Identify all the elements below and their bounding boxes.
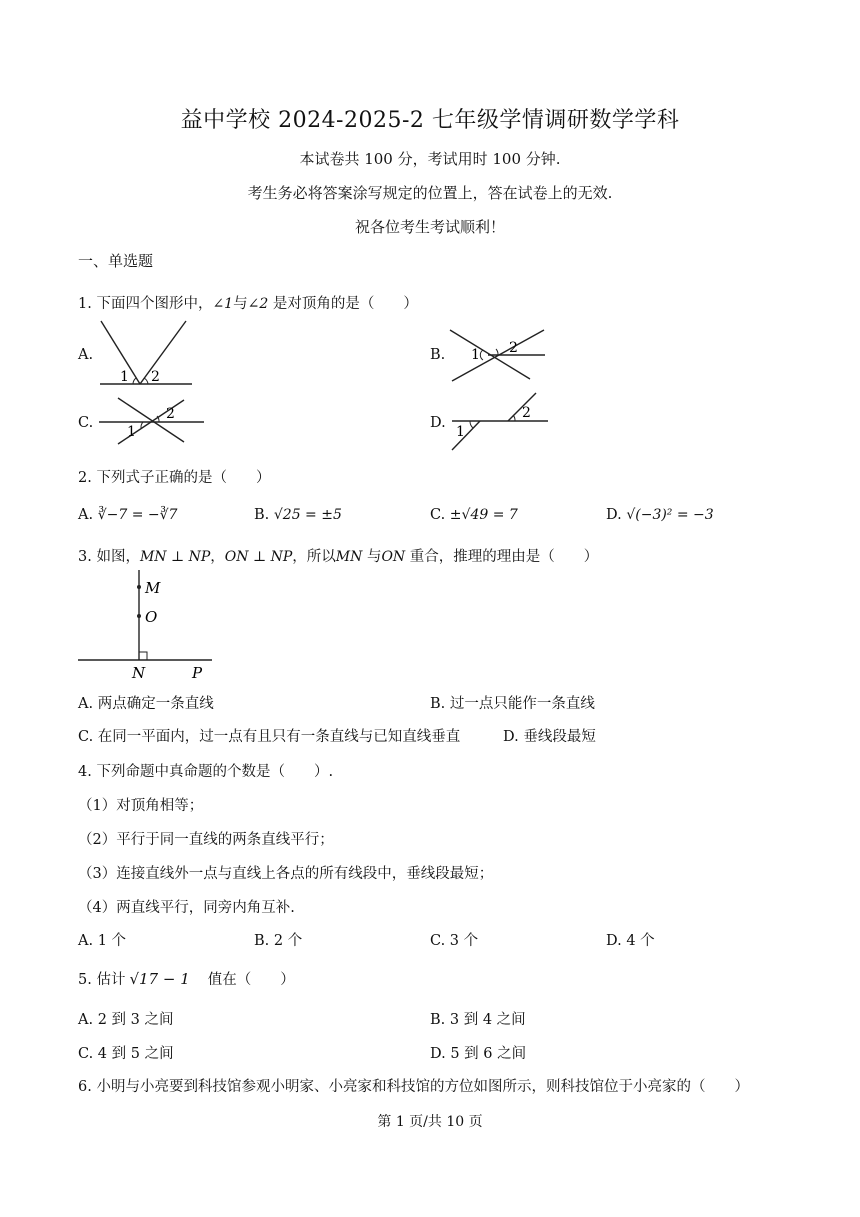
q3-mid: ，所以 xyxy=(292,549,336,565)
q4-stem: 4. 下列命题中真命题的个数是（ ）. xyxy=(78,764,334,780)
q3-suffix: 重合，推理的理由是（ ） xyxy=(405,549,599,565)
page-footer: 第 1 页/共 10 页 xyxy=(377,1114,483,1130)
q1-angle1: ∠1 xyxy=(212,296,234,312)
q5-expr: √17 − 1 xyxy=(129,970,190,988)
q3-option-c: C. 在同一平面内，过一点有且只有一条直线与已知直线垂直 xyxy=(78,729,461,745)
q3-point-o: O xyxy=(145,608,158,626)
q4-option-a: A. 1 个 xyxy=(78,933,127,949)
q1-stem xyxy=(78,292,418,313)
q1-option-a-letter: A. xyxy=(78,347,94,363)
q3-option-d: D. 垂线段最短 xyxy=(503,729,596,745)
q3-prefix: 3. 如图， xyxy=(78,549,140,565)
q2-option-a xyxy=(78,507,177,523)
q1d-label-1: 1 xyxy=(456,424,465,440)
q2-stem: 2. 下列式子正确的是（ ） xyxy=(78,470,271,486)
q1b-label-2: 2 xyxy=(509,340,518,356)
q4-item-4: （4）两直线平行，同旁内角互补. xyxy=(78,900,295,916)
q1d-label-2: 2 xyxy=(522,405,531,421)
q2-option-b xyxy=(254,507,342,523)
q1a-label-2: 2 xyxy=(151,369,160,385)
q5-option-a: A. 2 到 3 之间 xyxy=(78,1012,174,1028)
q3-figure xyxy=(76,566,216,684)
q1-figure-a xyxy=(96,318,196,390)
exam-note-answer: 考生务必将答案涂写规定的位置上，答在试卷上的无效. xyxy=(247,184,613,202)
q3-option-b: B. 过一点只能作一条直线 xyxy=(430,696,595,712)
q5-option-b: B. 3 到 4 之间 xyxy=(430,1012,526,1028)
q3-point-p: P xyxy=(192,664,203,682)
q3-seg2: ON xyxy=(381,549,406,565)
q1-mid: 与 xyxy=(233,296,248,312)
q1-angle2: ∠2 xyxy=(247,296,269,312)
q4-option-d: D. 4 个 xyxy=(606,933,655,949)
q4-option-c: C. 3 个 xyxy=(430,933,479,949)
q2-option-c-expr: ±√49 = 7 xyxy=(449,507,518,523)
q5-option-d: D. 5 到 6 之间 xyxy=(430,1046,527,1062)
q2-option-b-expr: √25 = ±5 xyxy=(273,507,342,523)
q1c-label-1: 1 xyxy=(127,424,136,440)
q3-point-m: M xyxy=(145,579,161,597)
q2-option-d xyxy=(606,507,714,523)
q1-figure-b xyxy=(448,324,548,384)
q1-prefix: 1. 下面四个图形中， xyxy=(78,296,213,312)
q5-prefix: 5. 估计 xyxy=(78,972,126,988)
q3-stem xyxy=(78,545,598,566)
q2-option-b-letter: B. xyxy=(254,507,270,523)
q3-sep: ， xyxy=(210,549,225,565)
q4-item-1: （1）对顶角相等； xyxy=(78,798,204,814)
q1-option-c-letter: C. xyxy=(78,415,94,431)
q3-seg1: MN xyxy=(335,549,363,565)
q1-suffix: 是对顶角的是（ ） xyxy=(268,296,418,312)
q2-option-a-expr: ∛−7 = −∛7 xyxy=(97,507,178,523)
q1-figure-d xyxy=(448,390,554,454)
q1-option-d-letter: D. xyxy=(430,415,446,431)
q1a-label-1: 1 xyxy=(120,369,129,385)
exam-note-wish: 祝各位考生考试顺利！ xyxy=(354,218,505,236)
q2-option-a-letter: A. xyxy=(78,507,94,523)
q4-item-3: （3）连接直线外一点与直线上各点的所有线段中，垂线段最短； xyxy=(78,866,494,882)
q4-item-2: （2）平行于同一直线的两条直线平行； xyxy=(78,832,334,848)
q4-option-b: B. 2 个 xyxy=(254,933,303,949)
q2-option-d-expr: √(−3)² = −3 xyxy=(626,507,714,523)
q1c-label-2: 2 xyxy=(166,406,175,422)
q6-stem: 6. 小明与小亮要到科技馆参观小明家、小亮家和科技馆的方位如图所示，则科技馆位于小亮家的（ ） xyxy=(78,1079,749,1095)
q5-option-c: C. 4 到 5 之间 xyxy=(78,1046,174,1062)
q5-suffix: 值在（ ） xyxy=(207,972,295,988)
q2-option-c xyxy=(430,507,518,523)
q3-cond1: MN ⊥ NP xyxy=(139,549,211,565)
q2-option-d-letter: D. xyxy=(606,507,622,523)
q3-cond2: ON ⊥ NP xyxy=(224,549,293,565)
q2-option-c-letter: C. xyxy=(430,507,446,523)
section-heading: 一、单选题 xyxy=(78,252,154,270)
q3-option-a: A. 两点确定一条直线 xyxy=(78,696,214,712)
q1-option-b-letter: B. xyxy=(430,347,446,363)
q3-yu: 与 xyxy=(362,549,382,565)
q1-figure-c xyxy=(96,392,206,447)
q1b-label-1: 1 xyxy=(471,347,480,363)
q5-stem xyxy=(78,968,295,989)
exam-note-score: 本试卷共 100 分，考试用时 100 分钟. xyxy=(299,150,561,168)
exam-title: 益中学校 2024-2025-2 七年级学情调研数学学科 xyxy=(180,108,680,133)
q3-point-n: N xyxy=(132,664,146,682)
